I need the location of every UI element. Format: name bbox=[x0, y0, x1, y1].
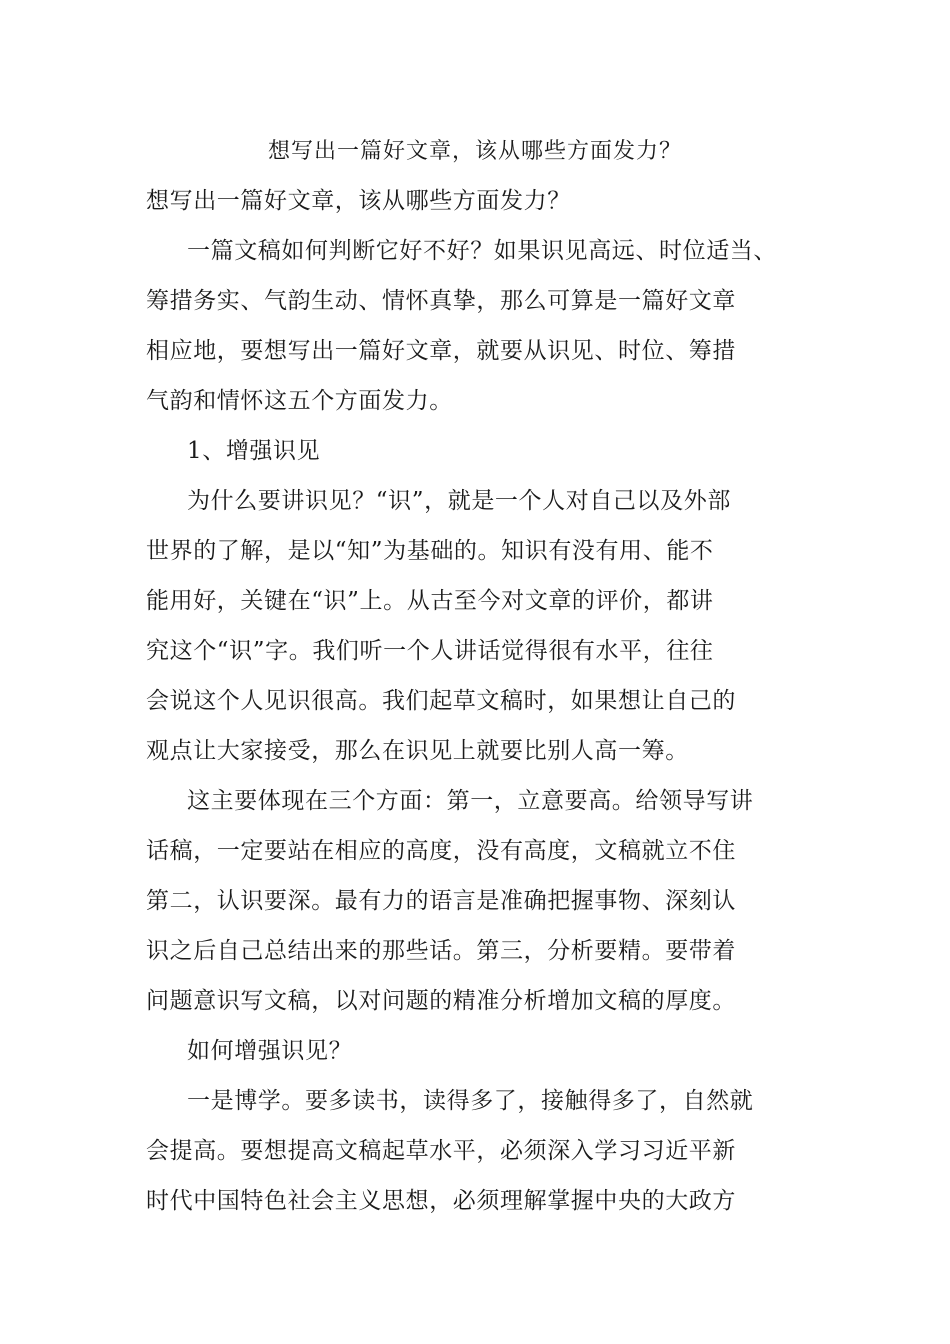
section-heading: 1、增强识见 bbox=[187, 438, 321, 464]
paragraph-line: 世界的了解，是以“知”为基础的。知识有没有用、能不 bbox=[146, 538, 714, 564]
subtitle-line: 想写出一篇好文章，该从哪些方面发力？ bbox=[146, 188, 571, 214]
paragraph-line: 问题意识写文稿，以对问题的精准分析增加文稿的厚度。 bbox=[146, 988, 736, 1014]
paragraph-line: 一篇文稿如何判断它好不好？如果识见高远、时位适当、 bbox=[187, 238, 777, 264]
paragraph-line: 时代中国特色社会主义思想，必须理解掌握中央的大政方 bbox=[146, 1188, 736, 1214]
paragraph-line: 气韵和情怀这五个方面发力。 bbox=[146, 388, 453, 414]
paragraph-line: 能用好，关键在“识”上。从古至今对文章的评价，都讲 bbox=[146, 588, 714, 614]
paragraph-line: 会提高。要想提高文稿起草水平，必须深入学习习近平新 bbox=[146, 1138, 736, 1164]
paragraph-line: 识之后自己总结出来的那些话。第三，分析要精。要带着 bbox=[146, 938, 736, 964]
paragraph-line: 会说这个人见识很高。我们起草文稿时，如果想让自己的 bbox=[146, 688, 736, 714]
paragraph-line: 第二，认识要深。最有力的语言是准确把握事物、深刻认 bbox=[146, 888, 736, 914]
paragraph-line: 观点让大家接受，那么在识见上就要比别人高一筹。 bbox=[146, 738, 689, 764]
paragraph-line: 话稿，一定要站在相应的高度，没有高度，文稿就立不住 bbox=[146, 838, 736, 864]
paragraph-line: 筹措务实、气韵生动、情怀真挚，那么可算是一篇好文章 bbox=[146, 288, 736, 314]
paragraph-line: 这主要体现在三个方面：第一，立意要高。给领导写讲 bbox=[187, 788, 754, 814]
document-title: 想写出一篇好文章，该从哪些方面发力？ bbox=[267, 139, 682, 164]
paragraph-line: 一是博学。要多读书，读得多了，接触得多了，自然就 bbox=[187, 1088, 754, 1114]
paragraph-line: 如何增强识见？ bbox=[187, 1038, 353, 1064]
paragraph-line: 相应地，要想写出一篇好文章，就要从识见、时位、筹措 bbox=[146, 338, 736, 364]
paragraph-line: 究这个“识”字。我们听一个人讲话觉得很有水平，往往 bbox=[146, 638, 714, 664]
paragraph-line: 为什么要讲识见？“识”，就是一个人对自己以及外部 bbox=[187, 488, 731, 514]
